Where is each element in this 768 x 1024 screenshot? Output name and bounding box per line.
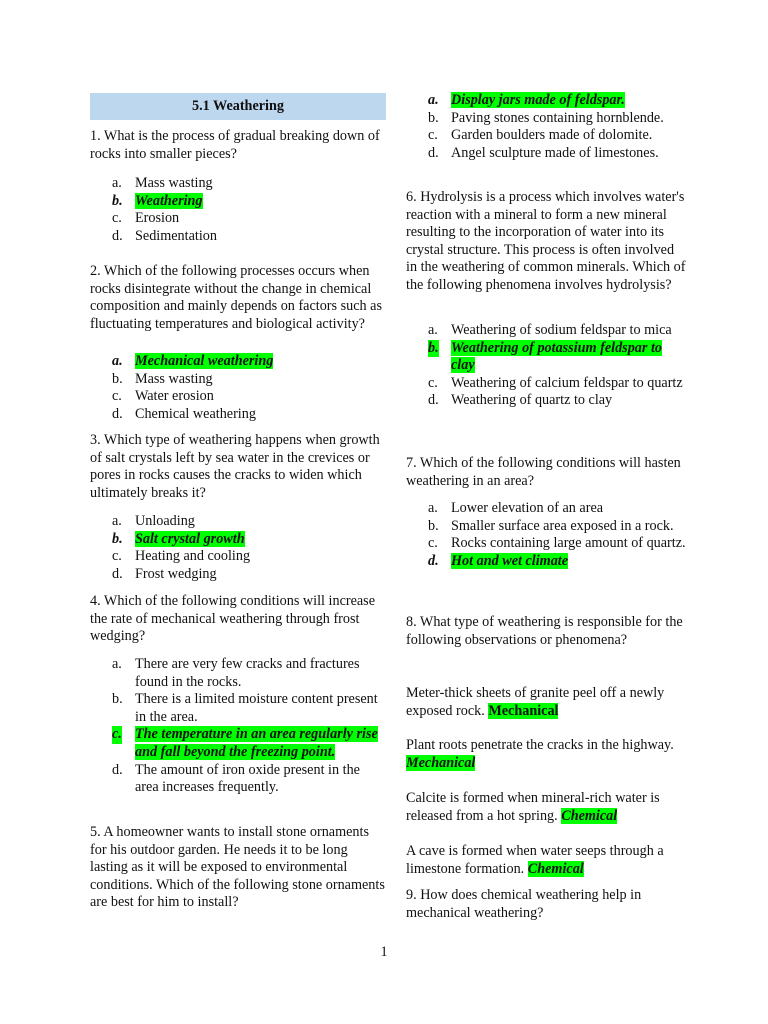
option-b: b. Paving stones containing hornblende. bbox=[428, 109, 664, 126]
page-number: 1 bbox=[380, 944, 388, 960]
question-5 bbox=[90, 824, 386, 912]
option-c: c. Water erosion bbox=[112, 388, 214, 405]
question-2 bbox=[90, 263, 386, 333]
option-c: c. Erosion bbox=[112, 210, 180, 227]
q8-item-4: A cave is formed when water seeps through a limestone formation. Chemical bbox=[406, 843, 664, 877]
option-d: d. Sedimentation bbox=[112, 227, 217, 244]
question-6 bbox=[406, 189, 688, 295]
question-text: 5. A homeowner wants to install stone ornaments for his outdoor garden. He needs it to be long lasting as it will be exposed to environmental conditions. Which of the following stone ornaments are best for him to install? bbox=[90, 824, 385, 911]
option-d: d. Frost wedging bbox=[112, 565, 217, 582]
option-a: a. Mass wasting bbox=[112, 175, 213, 191]
question-8 bbox=[406, 614, 688, 649]
q5-options bbox=[406, 92, 688, 162]
question-3 bbox=[90, 432, 386, 502]
option-b-correct: b. Weathering of potassium feldspar to clay bbox=[428, 339, 662, 374]
question-text: 3. Which type of weathering happens when growth of salt crystals left by sea water in the crevices or pores in rocks causes the cracks to widen which ultimately breaks it? bbox=[90, 432, 380, 501]
option-a: a. Weathering of sodium feldspar to mica bbox=[428, 322, 672, 338]
question-text: 6. Hydrolysis is a process which involves water's reaction with a mineral to form a new mineral resulting to the incorporation of water into its crystal structure. This process is often involved in the weathering of common minerals. Which of the following phenomena involves hydrolysis? bbox=[406, 189, 686, 293]
option-d: d. Angel sculpture made of limestones. bbox=[428, 144, 659, 161]
q4-options bbox=[90, 656, 386, 797]
section-title: 5.1 Weathering bbox=[90, 93, 386, 120]
q6-options bbox=[406, 322, 688, 410]
q8-item-2: Plant roots penetrate the cracks in the highway. Mechanical bbox=[406, 737, 674, 771]
option-c: c. Weathering of calcium feldspar to quartz bbox=[428, 374, 683, 391]
question-text: 4. Which of the following conditions will increase the rate of mechanical weathering through frost wedging? bbox=[90, 593, 376, 645]
option-d-correct: d. Hot and wet climate bbox=[428, 552, 569, 569]
question-text: 1. What is the process of gradual breaking down of rocks into smaller pieces? bbox=[90, 128, 380, 162]
option-a-correct: a. Mechanical weathering bbox=[112, 353, 274, 369]
option-a: a. Unloading bbox=[112, 513, 195, 529]
question-9 bbox=[406, 887, 688, 922]
answer-mechanical: Mechanical bbox=[488, 702, 559, 719]
q1-options bbox=[90, 175, 386, 245]
answer-chemical: Chemical bbox=[527, 860, 584, 877]
option-a-correct: a. Display jars made of feldspar. bbox=[428, 92, 625, 108]
q8-item-1: Meter-thick sheets of granite peel off a newly exposed rock. Mechanical bbox=[406, 685, 665, 719]
question-4 bbox=[90, 593, 386, 646]
option-c: c. Rocks containing large amount of quartz. bbox=[428, 535, 686, 552]
option-a: a. Lower elevation of an area bbox=[428, 500, 604, 516]
option-c: c. Garden boulders made of dolomite. bbox=[428, 127, 653, 144]
option-d: d. The amount of iron oxide present in the area increases frequently. bbox=[112, 761, 360, 796]
q2-options bbox=[90, 353, 386, 423]
answer-chemical: Chemical bbox=[561, 807, 618, 824]
option-c-correct: c. The temperature in an area regularly rise and fall beyond the freezing point. bbox=[112, 726, 378, 760]
option-b: b. Smaller surface area exposed in a rock. bbox=[428, 517, 674, 534]
option-b-correct: b. Weathering bbox=[112, 192, 203, 209]
question-1 bbox=[90, 128, 386, 163]
question-text: 7. Which of the following conditions will hasten weathering in an area? bbox=[406, 455, 681, 489]
question-7 bbox=[406, 455, 688, 490]
q3-options bbox=[90, 513, 386, 583]
q8-item-3: Calcite is formed when mineral-rich water is released from a hot spring. Chemical bbox=[406, 790, 660, 824]
option-b: b. There is a limited moisture content present in the area. bbox=[112, 691, 378, 725]
question-text: 2. Which of the following processes occurs when rocks disintegrate without the change in chemical composition and mainly depends on factors such as fluctuating temperatures and biological activity? bbox=[90, 263, 382, 332]
option-c: c. Heating and cooling bbox=[112, 548, 251, 565]
option-b: b. Mass wasting bbox=[112, 370, 213, 387]
q7-options bbox=[406, 500, 688, 570]
option-d: d. Weathering of quartz to clay bbox=[428, 392, 613, 409]
option-a: a. There are very few cracks and fractures found in the rocks. bbox=[112, 656, 360, 690]
option-b-correct: b. Salt crystal growth bbox=[112, 530, 245, 547]
answer-mechanical: Mechanical bbox=[406, 754, 476, 771]
question-text: 8. What type of weathering is responsible for the following observations or phenomena? bbox=[406, 614, 683, 648]
question-text: 9. How does chemical weathering help in mechanical weathering? bbox=[406, 887, 642, 921]
option-d: d. Chemical weathering bbox=[112, 405, 256, 422]
